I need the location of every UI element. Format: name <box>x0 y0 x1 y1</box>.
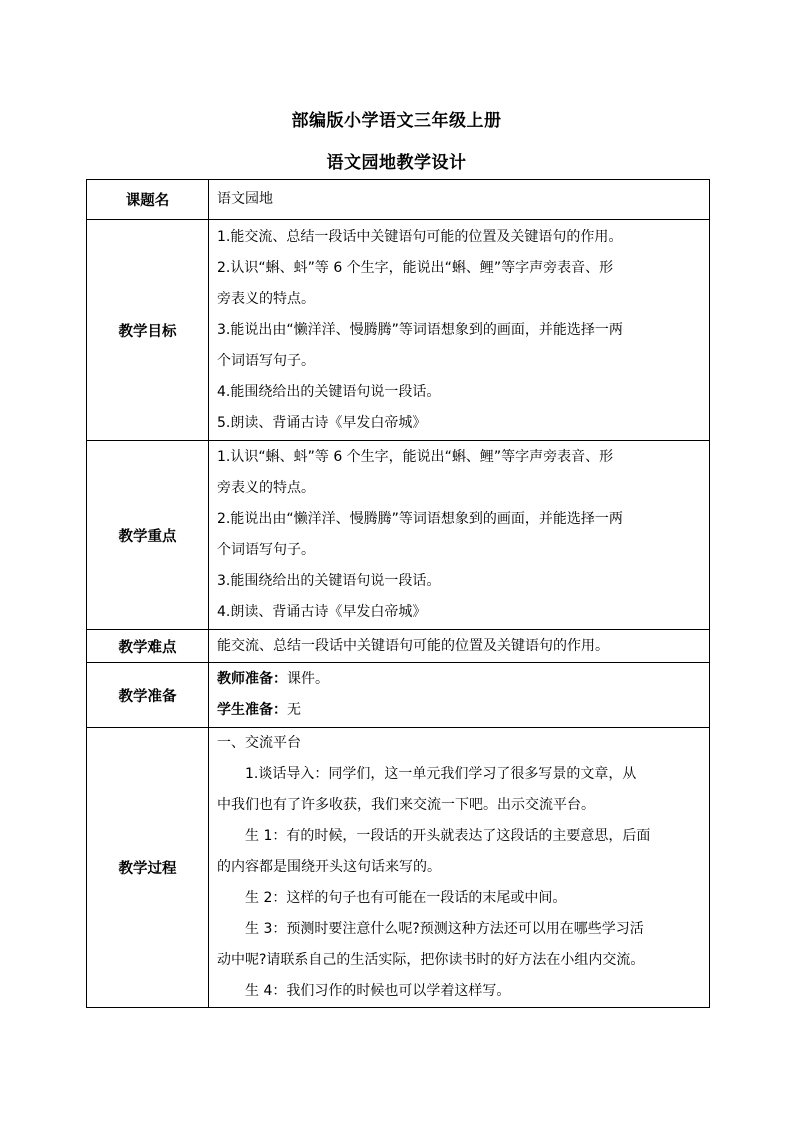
goal-line: 旁表义的特点。 <box>217 290 315 307</box>
row-goals <box>87 220 710 441</box>
row-process <box>87 728 710 1008</box>
process-line: 动中呢?请联系自己的生活实际，把你读书时的好方法在小组内交流。 <box>217 952 645 968</box>
process-line: 生 1：有的时候，一段话的开头就表达了这段话的主要意思，后面 <box>245 828 651 844</box>
cell-key-points <box>209 441 710 630</box>
cell-difficulty <box>209 630 710 663</box>
teacher-preparation-label: 教师准备： <box>217 671 287 687</box>
process-line: 一、交流平台 <box>217 735 301 751</box>
document-title: 部编版小学语文三年级上册 <box>291 111 502 131</box>
key-point-line: 4.朗读、背诵古诗《早发白帝城》 <box>217 604 427 620</box>
goal-line: 2.认识“蝌、蚪”等 6 个生字，能说出“蝌、鲤”等字声旁表音、形 <box>217 259 614 276</box>
key-point-line: 1.认识“蝌、蚪”等 6 个生字，能说出“蝌、鲤”等字声旁表音、形 <box>217 449 614 465</box>
label-key-points: 教学重点 <box>87 441 209 630</box>
row-topic <box>87 180 710 220</box>
goal-line: 5.朗读、背诵古诗《早发白帝城》 <box>217 414 427 431</box>
process-line: 生 2：这样的句子也有可能在一段话的末尾或中间。 <box>245 890 567 906</box>
label-difficulty: 教学难点 <box>87 630 209 663</box>
difficulty-value: 能交流、总结一段话中关键语句可能的位置及关键语句的作用。 <box>217 637 609 654</box>
row-preparation <box>87 663 710 728</box>
cell-topic <box>209 180 710 220</box>
cell-preparation <box>209 663 710 728</box>
student-preparation <box>217 695 703 726</box>
key-point-line: 个词语写句子。 <box>217 542 315 558</box>
teacher-preparation-value: 课件。 <box>287 671 329 687</box>
goal-line: 4.能围绕给出的关键语句说一段话。 <box>217 383 441 400</box>
cell-process <box>209 728 710 1008</box>
goal-line: 个词语写句子。 <box>217 352 315 369</box>
process-line: 生 3：预测时要注意什么呢?预测这种方法还可以用在哪些学习活 <box>245 921 644 937</box>
cell-goals <box>209 220 710 441</box>
goal-line: 1.能交流、总结一段话中关键语句可能的位置及关键语句的作用。 <box>217 228 623 245</box>
row-difficulty <box>87 630 710 663</box>
row-key-points <box>87 441 710 630</box>
label-topic: 课题名 <box>87 180 209 220</box>
process-line: 中我们也有了许多收获，我们来交流一下吧。出示交流平台。 <box>217 797 595 813</box>
lesson-plan-table <box>86 179 710 1008</box>
student-preparation-value: 无 <box>287 702 301 718</box>
label-preparation: 教学准备 <box>87 663 209 728</box>
process-line: 的内容都是围绕开头这句话来写的。 <box>217 859 441 875</box>
student-preparation-label: 学生准备： <box>217 702 287 718</box>
process-line: 生 4：我们习作的时候也可以学着这样写。 <box>245 983 511 999</box>
key-point-line: 2.能说出由“懒洋洋、慢腾腾”等词语想象到的画面，并能选择一两 <box>217 511 623 527</box>
key-point-line: 3.能围绕给出的关键语句说一段话。 <box>217 573 441 589</box>
label-goals: 教学目标 <box>87 220 209 441</box>
teacher-preparation <box>217 664 703 695</box>
topic-value: 语文园地 <box>217 191 273 207</box>
process-line: 1.谈话导入：同学们，这一单元我们学习了很多写景的文章，从 <box>245 766 637 782</box>
document-subtitle: 语文园地教学设计 <box>326 153 467 173</box>
goal-line: 3.能说出由“懒洋洋、慢腾腾”等词语想象到的画面，并能选择一两 <box>217 321 623 338</box>
key-point-line: 旁表义的特点。 <box>217 480 315 496</box>
label-process: 教学过程 <box>87 728 209 1008</box>
